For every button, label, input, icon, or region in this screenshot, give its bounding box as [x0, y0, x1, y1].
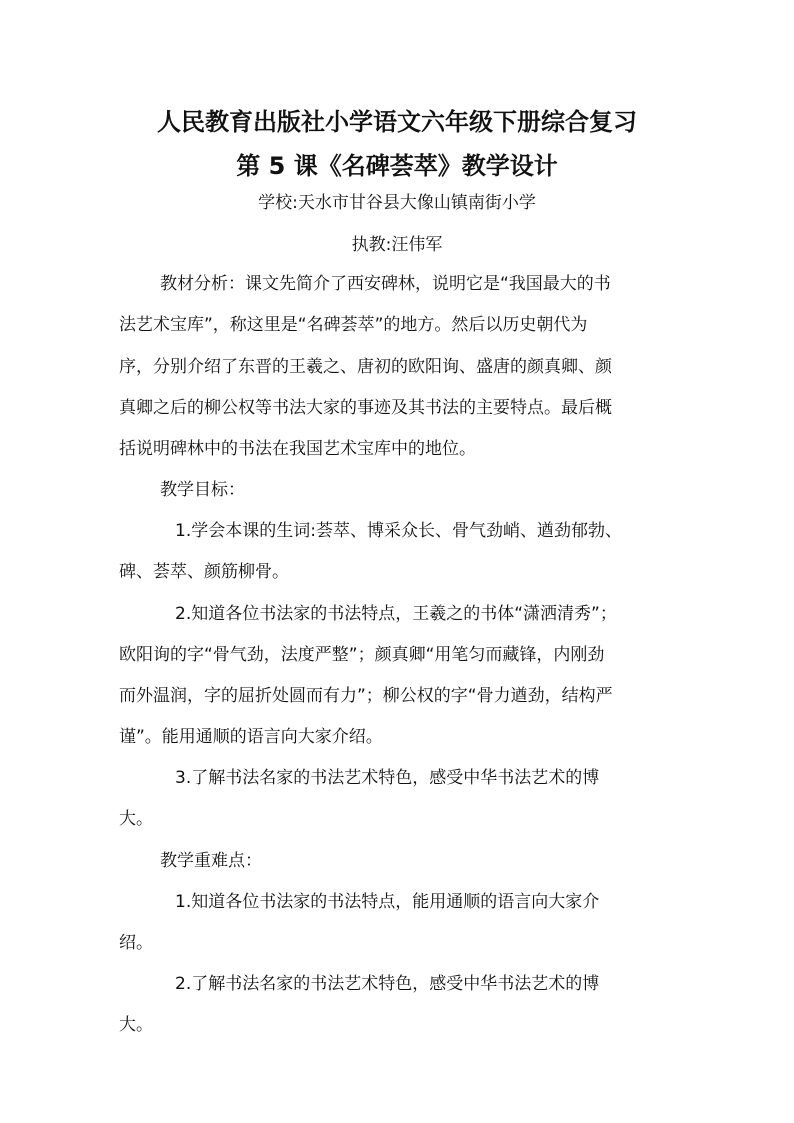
- goal-1-line-2: 碑、荟萃、颜筋柳骨。: [119, 562, 289, 582]
- goal-3-line-1: 3.了解书法名家的书法艺术特色，感受中华书法艺术的博: [175, 768, 600, 788]
- difficulty-1-line-1: 1.知道各位书法家的书法特点，能用通顺的语言向大家介: [175, 892, 600, 912]
- goal-2-line-4: 谨”。能用通顺的语言向大家介绍。: [119, 727, 383, 747]
- goal-2-line-3: 而外温润，字的屈折处圆而有力”；柳公权的字“骨力遒劲，结构严: [119, 686, 613, 706]
- teacher-line: 执教:汪伟军: [351, 235, 443, 255]
- difficulty-1-line-2: 绍。: [119, 933, 153, 953]
- goals-heading: 教学目标：: [160, 480, 245, 500]
- goal-3-line-2: 大。: [119, 809, 153, 829]
- analysis-line-3: 序，分别介绍了东晋的王羲之、唐初的欧阳询、盛唐的颜真卿、颜: [119, 357, 612, 377]
- difficulty-2-line-1: 2.了解书法名家的书法艺术特色，感受中华书法艺术的博: [175, 974, 600, 994]
- difficulty-2-line-2: 大。: [119, 1015, 153, 1035]
- analysis-line-5: 括说明碑林中的书法在我国艺术宝库中的地位。: [119, 439, 476, 459]
- difficulties-heading: 教学重难点：: [160, 851, 262, 871]
- document-title-line-1: 人民教育出版社小学语文六年级下册综合复习: [157, 108, 637, 136]
- document-title-line-2: 第 5 课《名碑荟萃》教学设计: [236, 152, 558, 180]
- goal-1-line-1: 1.学会本课的生词:荟萃、博采众长、骨气劲峭、遒劲郁勃、: [175, 521, 622, 541]
- analysis-line-4: 真卿之后的柳公权等书法大家的事迹及其书法的主要特点。最后概: [119, 398, 612, 418]
- analysis-line-1: 教材分析：课文先简介了西安碑林，说明它是“我国最大的书: [160, 274, 611, 294]
- goal-2-line-1: 2.知道各位书法家的书法特点，王羲之的书体“潇洒清秀”；: [175, 604, 617, 624]
- school-line: 学校:天水市甘谷县大像山镇南街小学: [258, 193, 536, 213]
- goal-2-line-2: 欧阳询的字“骨气劲，法度严整”；颜真卿“用笔匀而藏锋，内刚劲: [119, 645, 605, 665]
- analysis-line-2: 法艺术宝库”，称这里是“名碑荟萃”的地方。然后以历史朝代为: [119, 315, 588, 335]
